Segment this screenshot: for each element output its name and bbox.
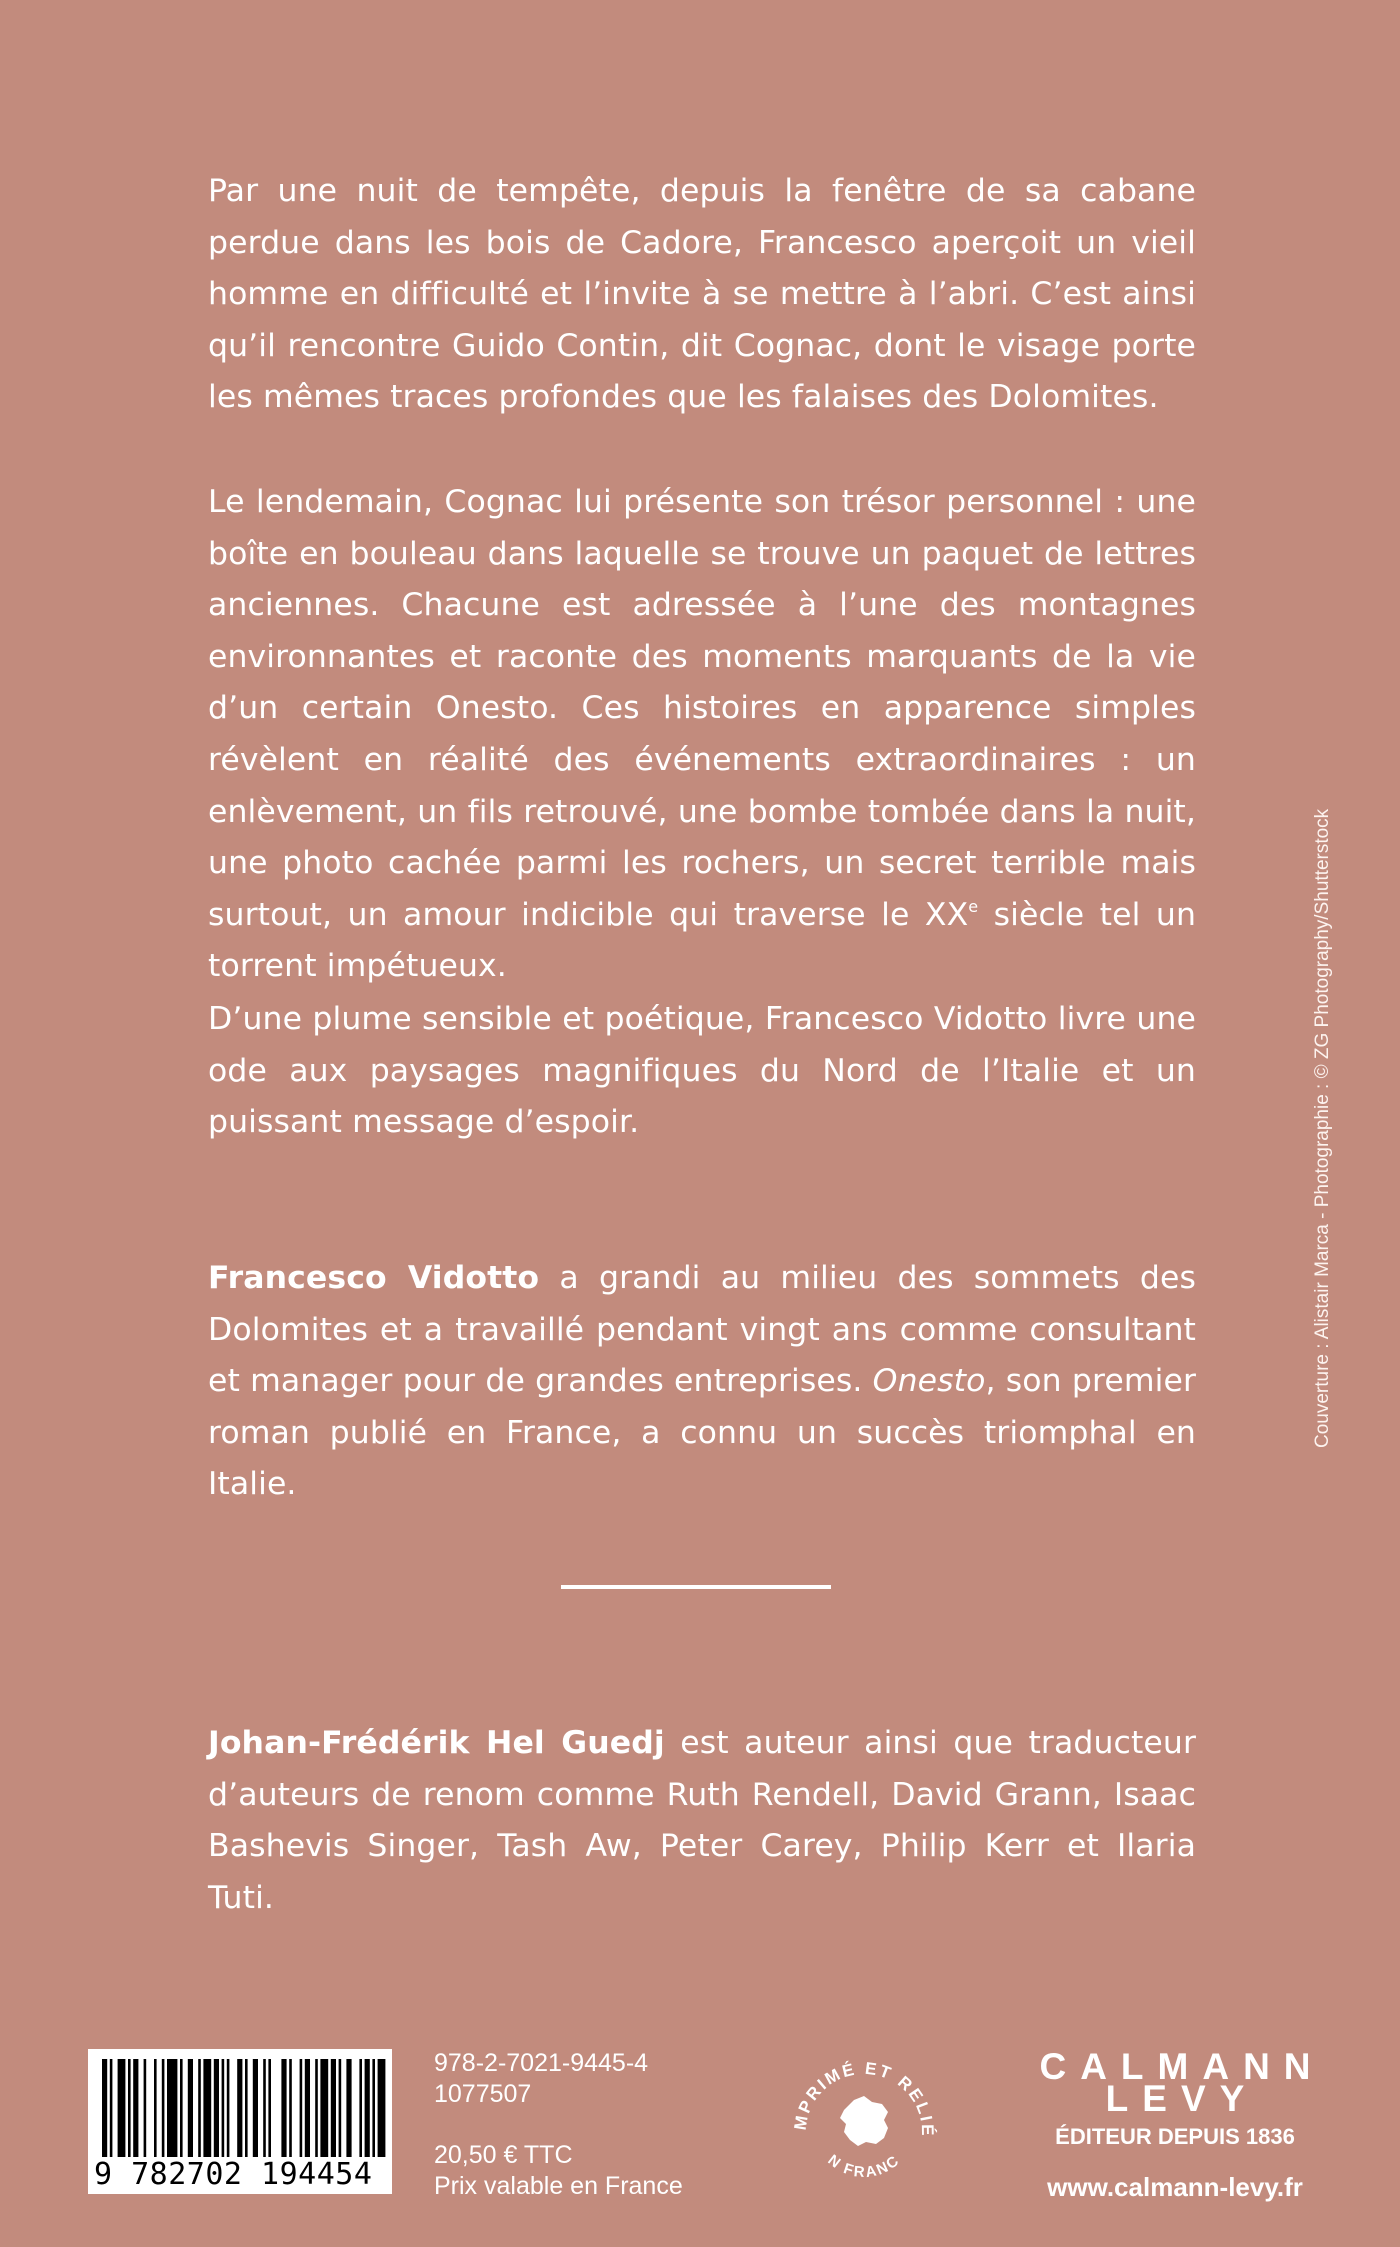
price: 20,50 € TTC [434, 2141, 573, 2169]
summary-text-1: Par une nuit de tempête, depuis la fenêtre de sa cabane perdue dans les bois de Cadore, Francesco aperçoit un vieil homme en difficulté et l’invite à se mettre à l’abri. C’est ainsi qu’il rencontre Guido Contin, dit Cognac, dont le visage porte les mêmes traces profondes que les falaises des Dolomites. [208, 173, 1196, 416]
summary-paragraph-3 [208, 994, 1196, 1149]
barcode-bar [289, 2059, 292, 2157]
barcode-bar [110, 2059, 113, 2157]
barcode-bar [315, 2059, 318, 2157]
barcode-bar [227, 2059, 230, 2157]
barcode-bar [365, 2059, 370, 2157]
translator-bio [208, 1718, 1196, 1924]
barcode-bar [346, 2059, 351, 2157]
isbn-info [434, 2048, 648, 2110]
barcode-bar [198, 2059, 201, 2157]
printed-in-france-stamp [784, 2040, 944, 2200]
barcode-bar [162, 2059, 165, 2157]
barcode-bar [144, 2059, 147, 2157]
book-title: Onesto [872, 1363, 986, 1400]
product-code: 1077507 [434, 2080, 532, 2108]
barcode-bar [378, 2059, 386, 2157]
translator-bio-text: est auteur ainsi que traducteur d’auteurs de renom comme Ruth Rendell, David Grann, Isaac Bashevis Singer, Tash Aw, Peter Carey, Philip Kerr et Ilaria Tuti. [208, 1725, 1197, 1916]
barcode-bar [253, 2059, 258, 2157]
isbn-barcode [88, 2049, 392, 2194]
author-bio-text-end: , son premier roman publié en France, a connu un succès triomphal en Italie. [208, 1363, 1196, 1503]
barcode-bar [300, 2059, 303, 2157]
barcode-digits: 9 782702 194454 [94, 2157, 373, 2192]
author-bio [208, 1253, 1196, 1511]
publisher-logo-line1: CALMANN [1039, 2046, 1325, 2087]
barcode-bar [237, 2059, 242, 2157]
barcode-bar [372, 2059, 375, 2157]
author-bio-text: a grandi au milieu des sommets des Dolomites et a travaillé pendant vingt ans comme consultant et manager pour de grandes entreprises. [208, 1260, 1196, 1400]
stamp-top-textpath: MPRIMÉ ET RELIÉ [790, 2058, 938, 2139]
barcode-bar [339, 2059, 342, 2157]
summary-text-3: D’une plume sensible et poétique, Francesco Vidotto livre une ode aux paysages magnifiques du Nord de l’Italie et un puissant message d’espoir. [208, 1001, 1196, 1141]
barcode-bar [222, 2059, 225, 2157]
publisher-block [1010, 2046, 1340, 2203]
barcode-bar [167, 2059, 177, 2157]
barcode-bar [263, 2059, 266, 2157]
price-note: Prix valable en France [434, 2172, 683, 2200]
barcode-bar [180, 2059, 183, 2157]
barcode-bar [154, 2059, 157, 2157]
barcode-bar [281, 2059, 286, 2157]
author-name: Francesco Vidotto [208, 1260, 540, 1296]
barcode-bar [331, 2059, 336, 2157]
france-map-icon [840, 2096, 888, 2146]
barcode-bar [268, 2059, 271, 2157]
summary-text-2-main: Le lendemain, Cognac lui présente son trésor personnel : une boîte en bouleau dans laquelle se trouve un paquet de lettres anciennes. Chacune est adressée à l’une des montagnes environnantes et raconte des moments marquants de la vie d’un certain Onesto. Ces histoires en apparence simples révèlent en réalité des événements extraordinaires : un enlèvement, un fils retrouvé, une bombe tombée dans la nuit, une photo cachée parmi les rochers, un secret terrible mais surtout, un amour indicible qui traverse le XX [208, 484, 1196, 933]
publisher-logo-line2: LEVY [1105, 2078, 1259, 2119]
barcode-bar [118, 2059, 126, 2157]
section-divider [561, 1585, 831, 1589]
barcode-bar [188, 2059, 193, 2157]
cover-credit: Couverture : Alistair Marca - Photographie : © ZG Photography/Shutterstock [1312, 808, 1333, 1448]
price-info [434, 2140, 683, 2202]
barcode-bar [320, 2059, 328, 2157]
publisher-website[interactable]: www.calmann-levy.fr [1047, 2172, 1303, 2202]
summary-text-2 [208, 477, 1196, 993]
publisher-tagline: ÉDITEUR DEPUIS 1836 [1055, 2124, 1295, 2149]
barcode-bar [305, 2059, 310, 2157]
barcode-bar [102, 2059, 107, 2157]
barcode-bar [128, 2059, 131, 2157]
isbn-number: 978-2-7021-9445-4 [434, 2049, 649, 2077]
translator-name: Johan-Frédérik Hel Guedj [208, 1725, 665, 1761]
stamp-svg [784, 2040, 944, 2200]
century-superscript: e [968, 896, 979, 916]
summary-text-2-end: siècle tel un torrent impétueux. [208, 896, 1197, 985]
stamp-bottom-textpath: N FRANC [824, 2151, 904, 2182]
barcode-bar [214, 2059, 219, 2157]
barcode-bar [203, 2059, 211, 2157]
barcode-bar [133, 2059, 138, 2157]
summary-paragraph-2 [208, 477, 1196, 993]
barcode-bar [245, 2059, 248, 2157]
barcode-bar [359, 2059, 362, 2157]
summary-paragraph-1 [208, 166, 1196, 424]
